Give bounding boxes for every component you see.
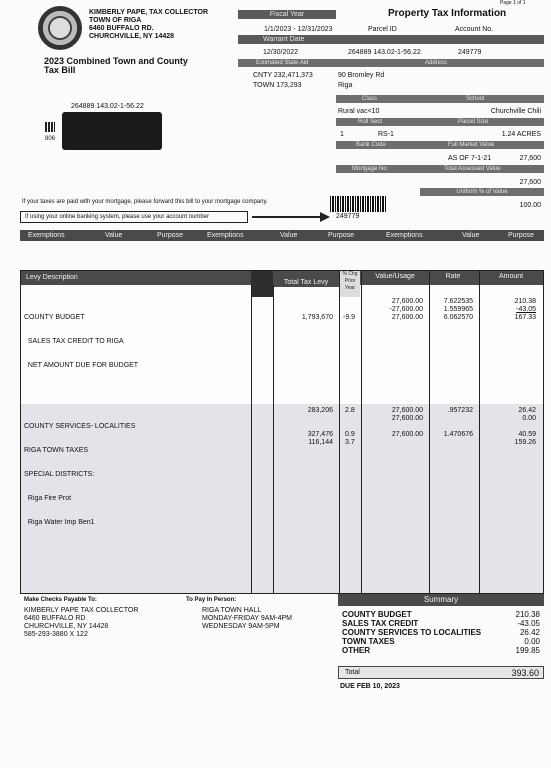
qr-code-icon <box>45 122 55 132</box>
class-bar: Class School <box>336 95 544 103</box>
due-date: DUE FEB 10, 2023 <box>340 683 400 690</box>
school-value: Churchville Chili <box>490 108 541 115</box>
mortgage-note: If your taxes are paid with your mortgage, please forward this bill to your mortgage company. <box>22 199 268 205</box>
levy-header-total: Total Tax Levy <box>273 279 339 287</box>
col-divider <box>339 271 340 593</box>
page-label: Page 1 of 1 <box>500 0 526 6</box>
address-line1: 90 Bromley Rd <box>338 72 385 79</box>
county-rate: 7.622535 1.559965 6.062570 <box>443 298 473 321</box>
services-amount: 26.42 0.00 40.59 159.26 <box>514 407 536 446</box>
cnty-aid: CNTY 232,471,373 <box>253 72 313 79</box>
arrow-head-icon <box>320 212 330 222</box>
arrow-right-icon <box>252 216 322 218</box>
county-chg: -9.9 <box>343 314 356 321</box>
online-account-no: 249779 <box>336 213 360 220</box>
county-value: 27,600.00 -27,600.00 27,600.00 <box>389 298 423 321</box>
bank-code-bar: Bank Code Full Market Value <box>336 141 544 149</box>
parcel-id-label: Parcel ID <box>368 26 397 33</box>
owner-parcel-line: 264889 143.02-1-56.22 <box>71 103 144 110</box>
warrant-bar: Warrant Date <box>238 35 544 44</box>
collector-street: 6460 BUFFALO RD. <box>89 25 154 32</box>
account-no-label: Account No. <box>455 26 494 33</box>
account-no-value: 249779 <box>458 49 482 56</box>
levy-header-amount: Amount <box>498 273 524 280</box>
summary-item: OTHER 199.85 <box>342 646 540 655</box>
uniform-value: 100.00 <box>519 202 541 209</box>
total-assessed-value: 27,600 <box>519 179 541 186</box>
fiscal-year-value: 1/1/2023 - 12/31/2023 <box>264 26 333 33</box>
services-levy: 283,206 327,476 116,144 <box>307 407 333 446</box>
levy-table <box>20 270 544 594</box>
pay-in-person: To Pay In Person: RIGA TOWN HALL MONDAY-FRIDAY 9AM-4PM WEDNESDAY 9AM-5PM <box>186 597 292 630</box>
col-divider <box>273 285 274 593</box>
summary-item: TOWN TAXES 0.00 <box>342 637 540 646</box>
mortgage-bar: Mortgage No Total Assessed Value <box>336 165 544 173</box>
parcel-id-value: 264889 143.02-1-56.22 <box>348 49 421 56</box>
as-of: AS OF 7-1-21 <box>448 155 492 162</box>
collector-city: CHURCHVILLE, NY 14428 <box>89 33 175 40</box>
state-aid-bar: Estimated State Aid Address <box>238 59 544 67</box>
rs-code: RS-1 <box>378 131 394 138</box>
collector-address <box>89 9 239 41</box>
summary-item: COUNTY BUDGET 210.38 <box>342 610 540 619</box>
col-divider <box>429 271 430 593</box>
exemptions-header: Exemptions Value Purpose Exemptions Value Purpose Exemptions Value Purpose <box>20 230 544 241</box>
county-amount: 210.38 -43.05 167.33 <box>514 298 536 321</box>
services-value: 27,600.00 27,600.00 27,600.00 <box>391 407 423 438</box>
roll-sect-value: 1 <box>340 131 344 138</box>
warrant-date-value: 12/30/2022 <box>263 49 299 56</box>
services-rate: .957232 1.470676 <box>443 407 473 438</box>
summary-item: COUNTY SERVICES TO LOCALITIES 26.42 <box>342 628 540 637</box>
barcode <box>330 196 386 212</box>
roll-sect-bar: Roll Sect Parcel Size <box>336 118 544 126</box>
county-levy: 1,793,670 <box>301 314 333 321</box>
summary-items <box>338 606 544 655</box>
redacted-owner-name <box>62 112 162 150</box>
county-desc: COUNTY BUDGET SALES TAX CREDIT TO RIGA NET AMOUNT DUE FOR BUDGET <box>24 314 139 369</box>
fiscal-year-label: Fiscal Year <box>238 10 336 19</box>
col-divider <box>361 271 362 593</box>
services-desc: COUNTY SERVICES- LOCALITIES RIGA TOWN TAXES SPECIAL DISTRICTS: Riga Fire Prot Riga Water Imp Ben1 <box>24 423 136 526</box>
collector-name: KIMBERLY PAPE, TAX COLLECTOR <box>89 9 209 16</box>
owner-code: 806 <box>45 136 56 142</box>
services-chg: 2.8 0.9 3.7 <box>345 407 355 446</box>
levy-header-value: Value/Usage <box>375 273 415 280</box>
total-row <box>338 666 544 679</box>
bill-title: 2023 Combined Town and County Tax Bill <box>44 56 188 75</box>
total-value: 393.60 <box>511 668 539 678</box>
address-line2: Riga <box>338 82 353 89</box>
uniform-bar: Uniform % of Value <box>420 188 544 196</box>
town-seal-logo <box>38 6 82 50</box>
levy-header-chg: % Chg Prior Year <box>340 271 360 297</box>
online-note: If using your online banking system, please use your account number <box>25 214 210 220</box>
class-value: Rural vac<10 <box>338 108 380 115</box>
col-divider <box>251 285 252 593</box>
doc-title: Property Tax Information <box>388 8 507 19</box>
full-market-value: 27,600 <box>519 155 541 162</box>
levy-header-dark-cell <box>251 271 273 297</box>
collector-town: TOWN OF RIGA <box>89 17 142 24</box>
summary-item: SALES TAX CREDIT -43.05 <box>342 619 540 628</box>
summary-title: Summary <box>338 594 544 606</box>
online-note-box <box>20 211 248 223</box>
total-label: Total <box>345 669 360 676</box>
town-aid: TOWN 173,293 <box>253 82 302 89</box>
levy-header: Levy Description <box>21 271 543 285</box>
checks-payable: Make Checks Payable To: KIMBERLY PAPE TAX COLLECTOR 6460 BUFFALO RD CHURCHVILLE, NY 14428 585-293-3880 X 122 <box>24 597 139 638</box>
parcel-size-value: 1.24 ACRES <box>501 131 541 138</box>
levy-header-rate: Rate <box>445 273 461 280</box>
col-divider <box>479 271 480 593</box>
